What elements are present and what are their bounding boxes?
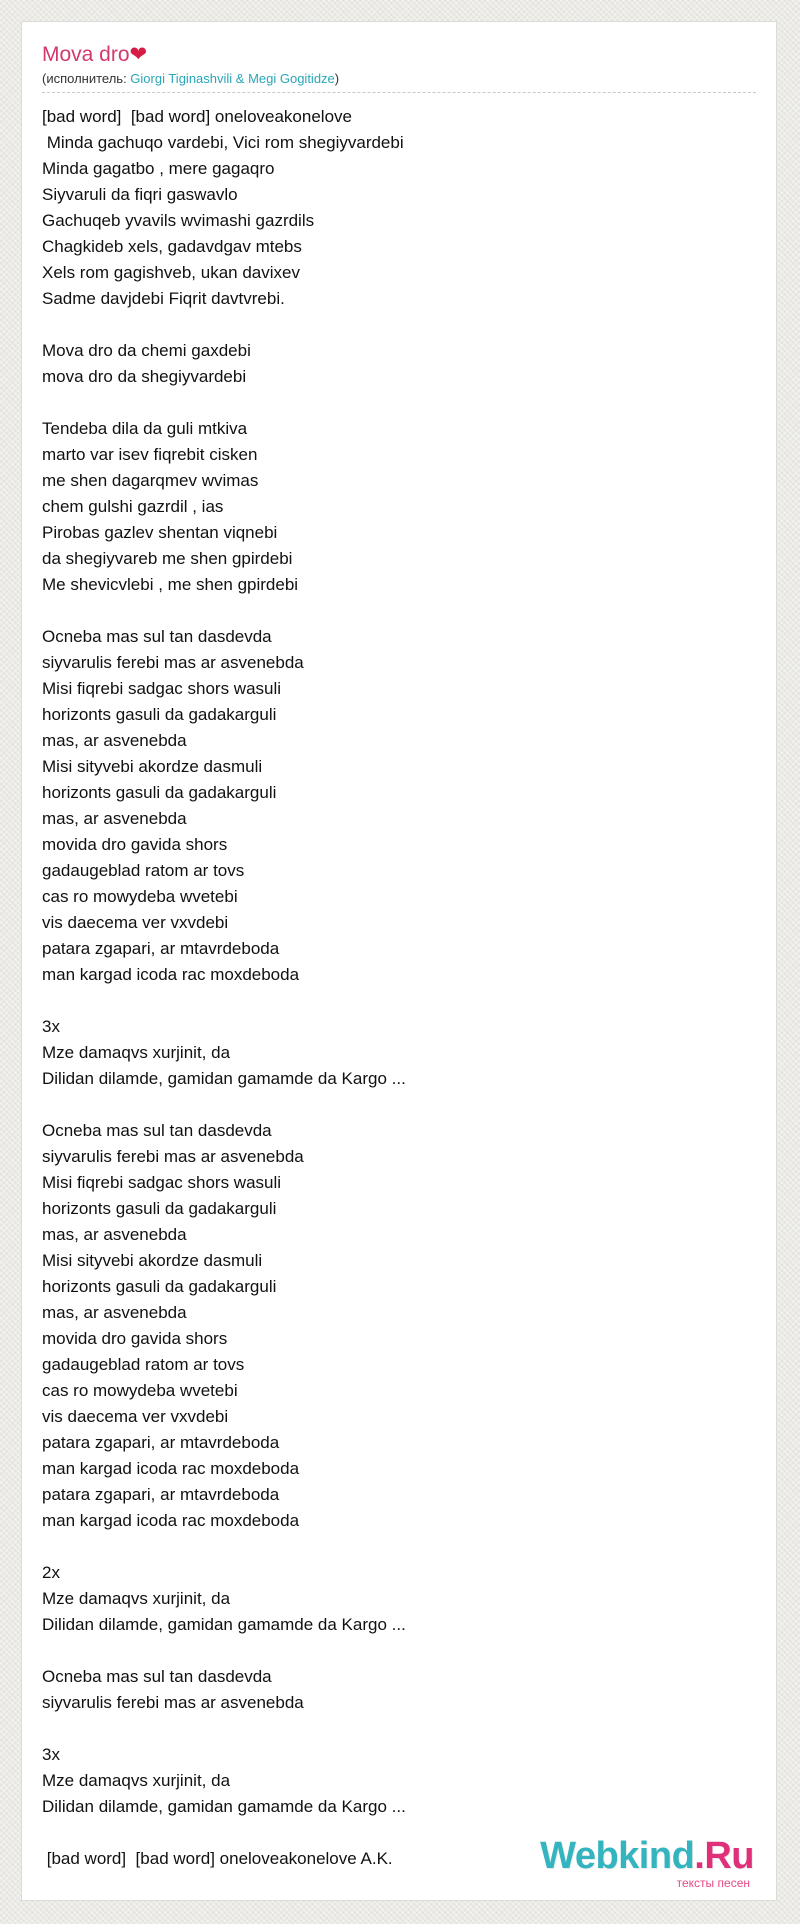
lyrics-content (42, 42, 756, 1872)
artist-line (42, 70, 756, 88)
song-title-text: Mova dro (42, 43, 130, 66)
lyrics-card (21, 21, 777, 1901)
logo-tagline: тексты песен (676, 1876, 750, 1890)
artist-suffix: ) (334, 71, 340, 86)
site-logo[interactable] (540, 1834, 754, 1890)
lyrics-text: [bad word] [bad word] oneloveakonelove Minda gachuqo vardebi, Vici rom shegiyvardebi Minda gagatbo , mere gagaqro Siyvaruli da fiqri gaswavlo Gachuqeb yvavils wvimashi gazrdils Chagkideb xels, gadavdgav mtebs Xels rom gagishveb, ukan davixev Sadme davjdebi Fiqrit davtvrebi. Mova dro da chemi gaxdebi mova dro da shegiyvardebi Tendeba dila da guli mtkiva marto var isev fiqrebit cisken me shen dagarqmev wvimas chem gulshi gazrdil , ias Pirobas gazlev shentan viqnebi da shegiyvareb me shen gpirdebi Me shevicvlebi , me shen gpirdebi Ocneba mas sul tan dasdevda siyvarulis ferebi mas ar asvenebda Misi fiqrebi sadgac shors wasuli horizonts gasuli da gadakarguli mas, ar asvenebda Misi sityvebi akordze dasmuli horizonts gasuli da gadakarguli mas, ar asvenebda movida dro gavida shors gadaugeblad ratom ar tovs cas ro mowydeba wvetebi vis daecema ver vxvdebi patara zgapari, ar mtavrdeboda man kargad icoda rac moxdeboda 3x Mze damaqvs xurjinit, da Dilidan dilamde, gamidan gamamde da Kargo ... Ocneba mas sul tan dasdevda siyvarulis ferebi mas ar asvenebda Misi fiqrebi sadgac shors wasuli horizonts gasuli da gadakarguli mas, ar asvenebda Misi sityvebi akordze dasmuli horizonts gasuli da gadakarguli mas, ar asvenebda movida dro gavida shors gadaugeblad ratom ar tovs cas ro mowydeba wvetebi vis daecema ver vxvdebi patara zgapari, ar mtavrdeboda man kargad icoda rac moxdeboda patara zgapari, ar mtavrdeboda man kargad icoda rac moxdeboda 2x Mze damaqvs xurjinit, da Dilidan dilamde, gamidan gamamde da Kargo ... Ocneba mas sul tan dasdevda siyvarulis ferebi mas ar asvenebda 3x Mze damaqvs xurjinit, da Dilidan dilamde, gamidan gamamde da Kargo ... [bad word] [bad word] oneloveakonelove A.K. (42, 107, 406, 1868)
heart-icon: ❤ (129, 43, 148, 66)
artist-prefix: (исполнитель: (42, 71, 131, 86)
logo-suffix: .Ru (694, 1835, 754, 1877)
artist-link[interactable]: Giorgi Tiginashvili & Megi Gogitidze (130, 71, 335, 86)
logo-main-text: Webkind (540, 1835, 695, 1877)
logo-wordmark (540, 1834, 754, 1878)
song-title (42, 42, 756, 68)
title-divider (42, 92, 756, 93)
